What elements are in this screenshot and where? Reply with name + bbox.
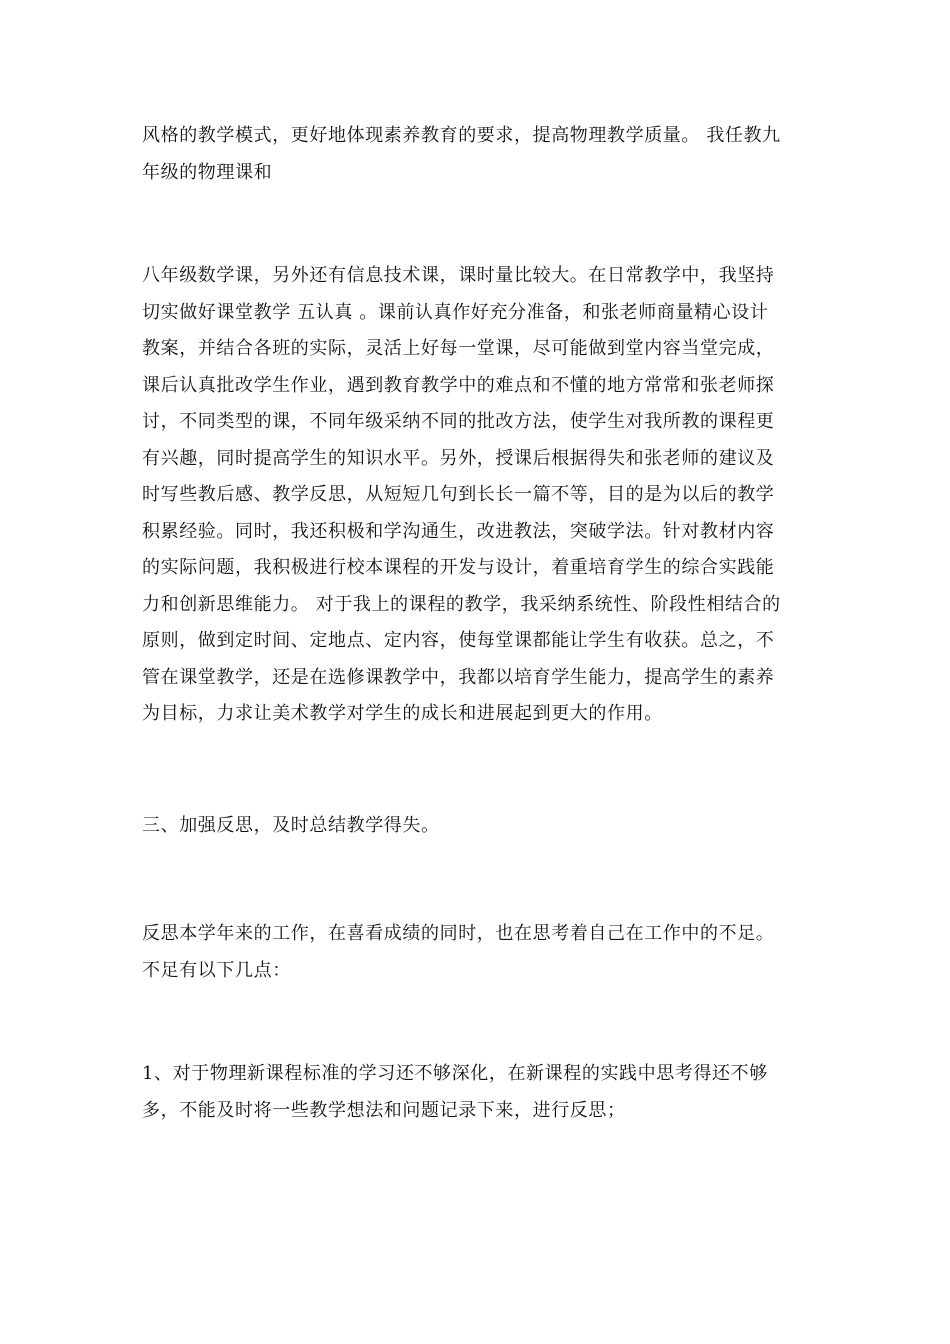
text-line: 切实做好课堂教学 五认真 。课前认真作好充分准备，和张老师商量精心设计 (142, 301, 769, 323)
paragraph-reflection-intro (142, 916, 814, 989)
text-line: 三、加强反思，及时总结教学得失。 (142, 815, 440, 836)
text-line: 反思本学年来的工作，在喜看成绩的同时，也在思考着自己在工作中的不足。 (142, 923, 775, 944)
text-line: 课后认真批改学生作业，遇到教育教学中的难点和不懂的地方常常和张老师探 (142, 374, 775, 396)
text-line: 风格的教学模式，更好地体现素养教育的要求，提高物理教学质量。 我任教九 (142, 125, 781, 146)
text-line: 不足有以下几点： (142, 959, 291, 981)
text-line: 教案，并结合各班的实际，灵活上好每一堂课，尽可能做到堂内容当堂完成， (142, 338, 775, 359)
paragraph-teaching-mode (142, 118, 814, 191)
text-line: 有兴趣，同时提高学生的知识水平。另外，授课后根据得失和张老师的建议及 (142, 447, 775, 469)
text-line: 年级的物理课和 (142, 161, 273, 183)
text-line: 力和创新思维能力。 对于我上的课程的教学，我采纳系统性、阶段性相结合的 (142, 593, 781, 615)
text-line: 积累经验。同时，我还积极和学沟通生，改进教法，突破学法。针对教材内容 (142, 520, 775, 542)
text-line: 的实际问题，我积极进行校本课程的开发与设计，着重培育学生的综合实践能 (142, 557, 775, 578)
text-line: 多，不能及时将一些教学想法和问题记录下来，进行反思； (142, 1099, 626, 1121)
section-heading-reflection (142, 808, 814, 845)
text-line: 1、对于物理新课程标准的学习还不够深化，在新课程的实践中思考得还不够 (142, 1063, 768, 1084)
text-line: 原则，做到定时间、定地点、定内容，使每堂课都能让学生有收获。总之，不 (142, 630, 775, 651)
text-line: 八年级数学课，另外还有信息技术课，课时量比较大。在日常教学中，我坚持 (142, 265, 775, 286)
text-line: 讨，不同类型的课，不同年级采纳不同的批改方法，使学生对我所教的课程更 (142, 411, 775, 432)
text-line: 时写些教后感、教学反思，从短短几句到长长一篇不等，目的是为以后的教学 (142, 484, 775, 505)
paragraph-shortcoming-1 (142, 1056, 814, 1129)
paragraph-classroom-teaching (142, 258, 814, 733)
text-line: 为目标，力求让美术教学对学生的成长和进展起到更大的作用。 (142, 703, 663, 724)
text-line: 管在课堂教学，还是在选修课教学中，我都以培育学生能力，提高学生的素养 (142, 666, 775, 688)
